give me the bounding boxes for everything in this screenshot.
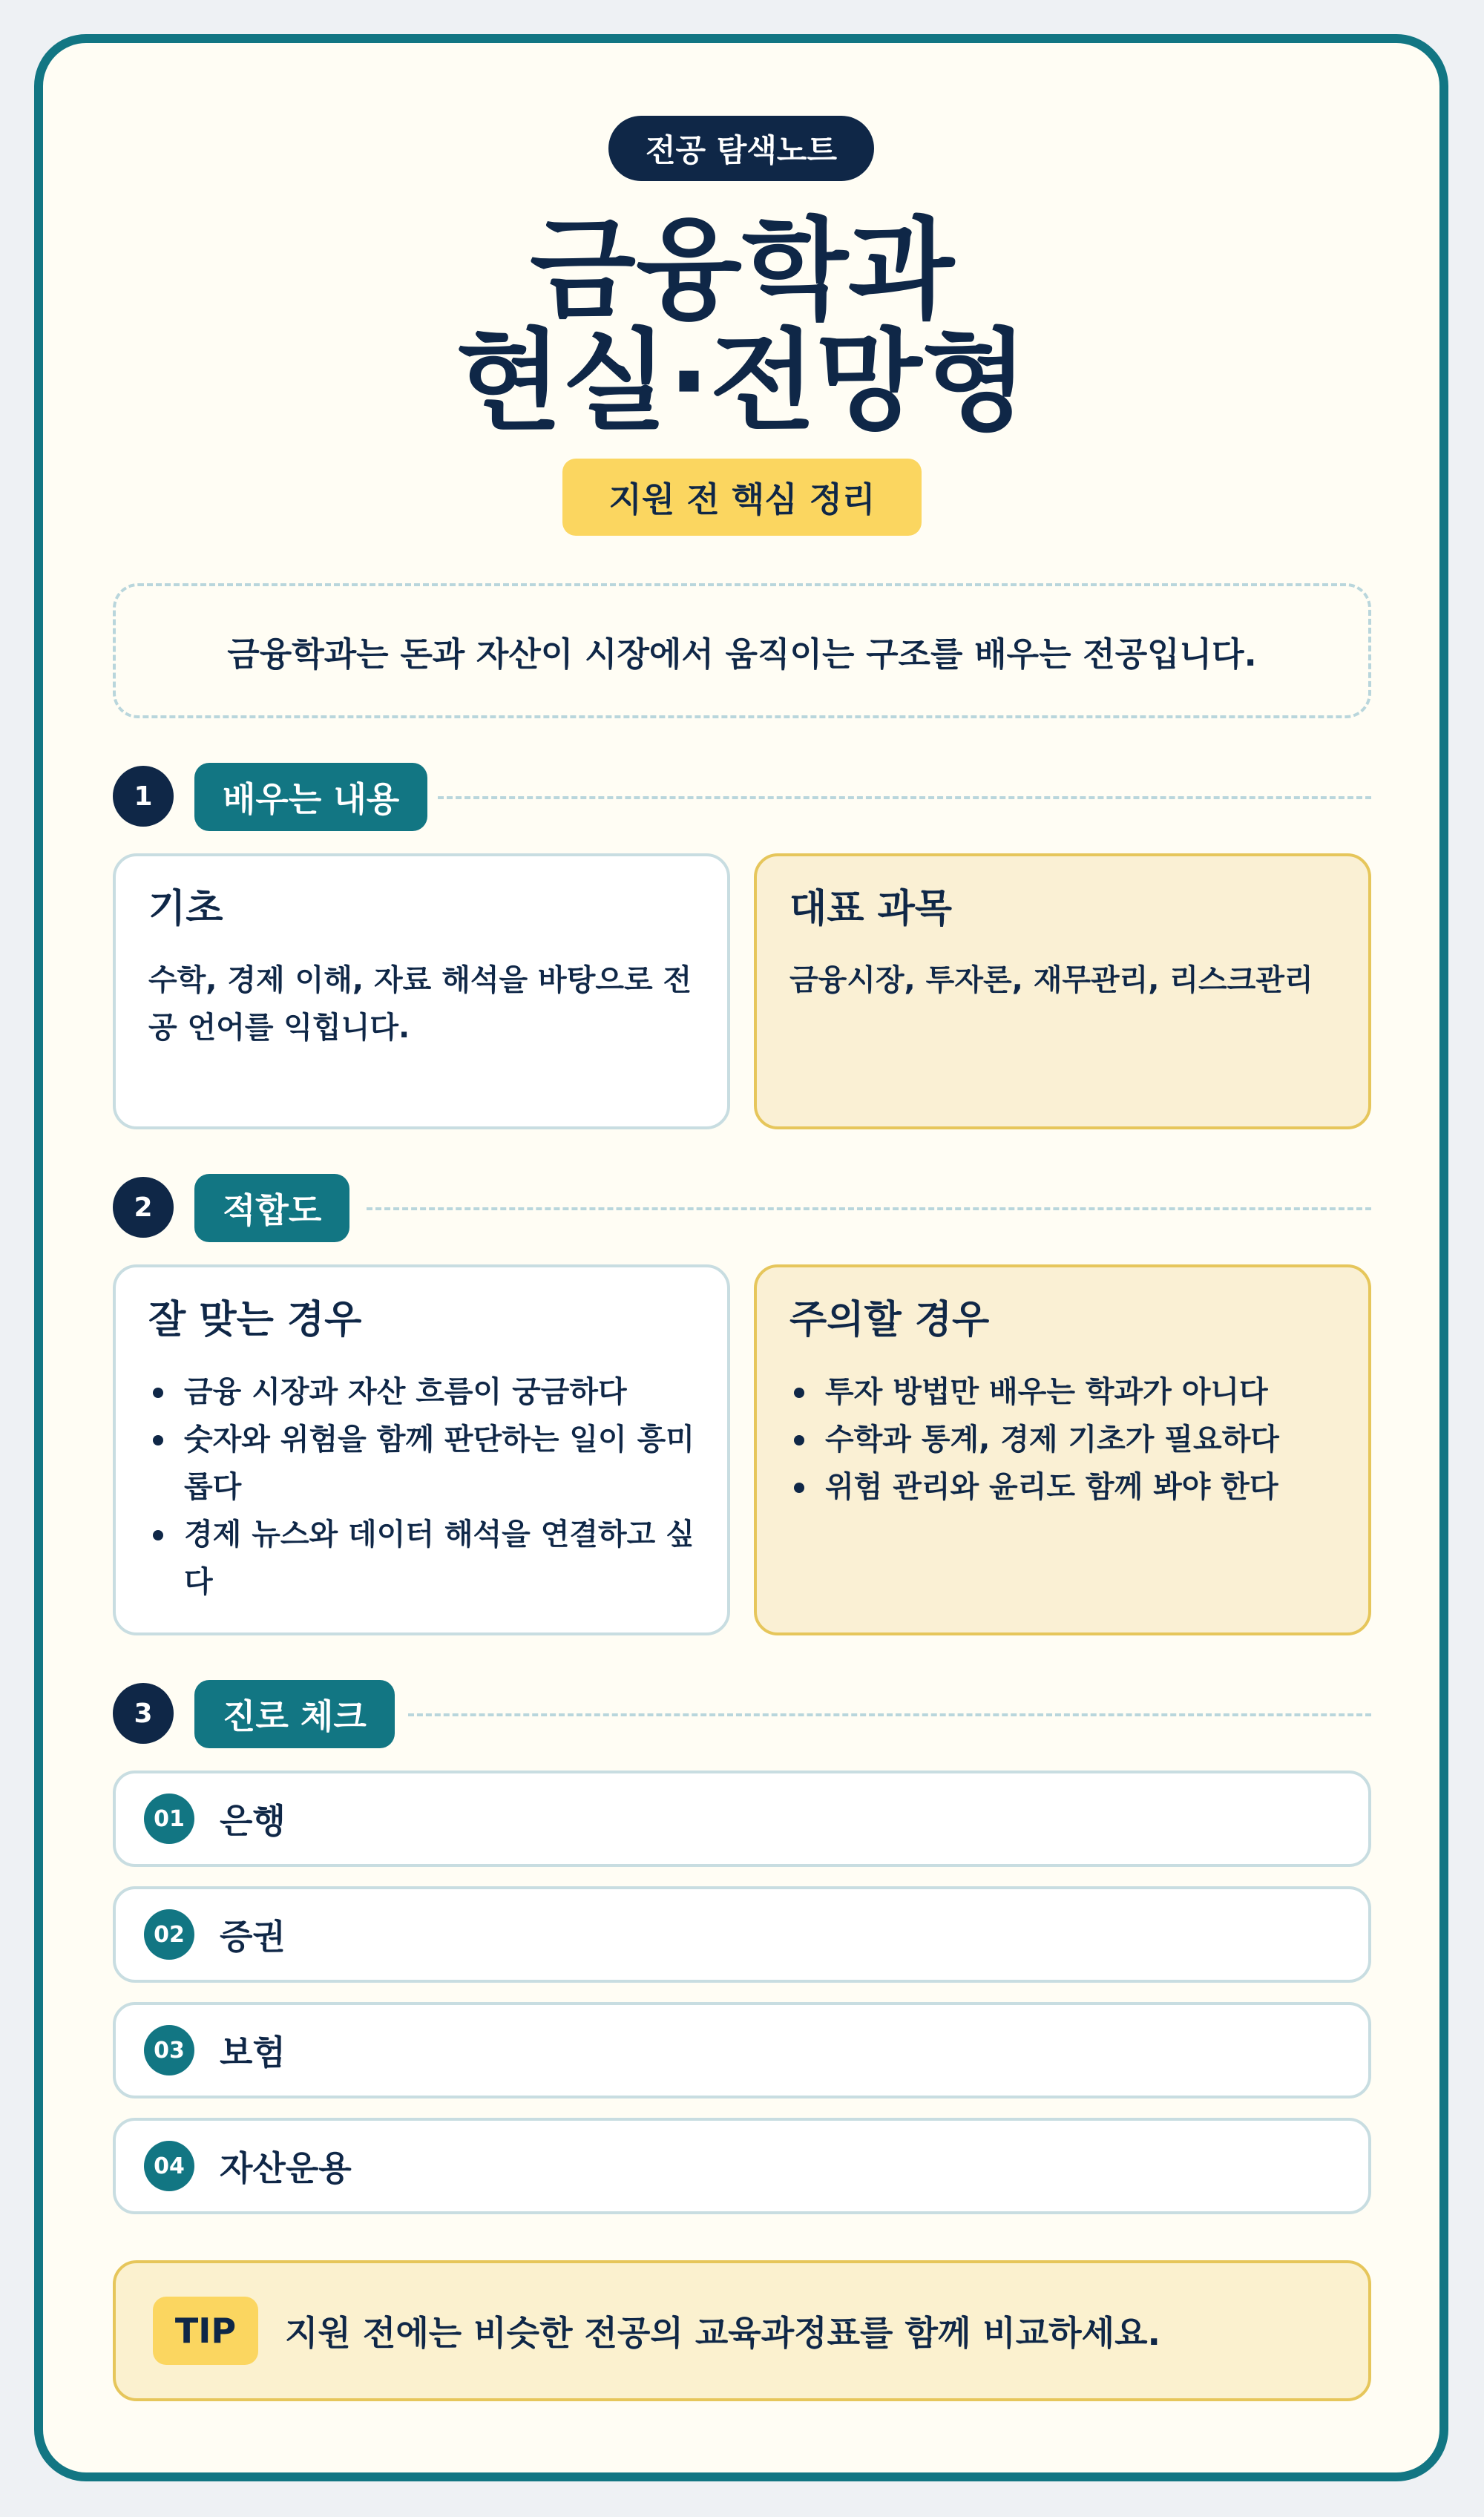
good-fit-box bbox=[113, 1264, 730, 1635]
list-item: 경제 뉴스와 데이터 해석을 연결하고 싶다 bbox=[148, 1511, 695, 1606]
section-1-divider bbox=[438, 796, 1371, 799]
career-number-badge: 03 bbox=[144, 2025, 194, 2075]
learn-basics-text: 수학, 경제 이해, 자료 해석을 바탕으로 전공 언어를 익힙니다. bbox=[148, 963, 692, 1045]
career-number-badge: 04 bbox=[144, 2141, 194, 2191]
tip-box bbox=[113, 2260, 1371, 2401]
intro-text: 금융학과는 돈과 자산이 시장에서 움직이는 구조를 배우는 전공입니다. bbox=[227, 634, 1257, 674]
career-item-bank bbox=[113, 1771, 1371, 1867]
section-2-label: 적합도 bbox=[194, 1174, 349, 1242]
good-fit-title: 잘 맞는 경우 bbox=[148, 1298, 362, 1342]
list-item: 금융 시장과 자산 흐름이 궁금하다 bbox=[148, 1368, 695, 1416]
list-item: 수학과 통계, 경제 기초가 필요하다 bbox=[789, 1416, 1336, 1463]
tip-text: 지원 전에는 비슷한 전공의 교육과정표를 함께 비교하세요. bbox=[285, 2313, 1161, 2353]
representative-courses-title: 대표 과목 bbox=[789, 887, 953, 931]
career-number-badge: 02 bbox=[144, 1909, 194, 1960]
list-item: 위험 관리와 윤리도 함께 봐야 한다 bbox=[789, 1463, 1336, 1511]
list-item: 투자 방법만 배우는 학과가 아니다 bbox=[789, 1368, 1336, 1416]
representative-courses-text: 금융시장, 투자론, 재무관리, 리스크관리 bbox=[789, 963, 1313, 998]
learn-basics-title: 기초 bbox=[148, 887, 223, 931]
caution-box bbox=[754, 1264, 1371, 1635]
section-2-number: 2 bbox=[113, 1177, 174, 1238]
header-badge: 전공 탐색노트 bbox=[608, 116, 874, 181]
section-3-divider bbox=[408, 1713, 1371, 1716]
career-item-insurance bbox=[113, 2002, 1371, 2098]
section-1-number: 1 bbox=[113, 766, 174, 827]
career-number-badge: 01 bbox=[144, 1794, 194, 1844]
good-fit-list bbox=[148, 1368, 695, 1606]
caution-list bbox=[789, 1368, 1336, 1511]
career-label: 은행 bbox=[220, 1801, 286, 1841]
page-title-line2: 현실·전망형 bbox=[456, 318, 1028, 445]
caution-title: 주의할 경우 bbox=[789, 1298, 990, 1342]
section-3-label: 진로 체크 bbox=[194, 1680, 395, 1748]
career-label: 증권 bbox=[220, 1917, 286, 1957]
learn-basics-box bbox=[113, 853, 730, 1129]
career-label: 보험 bbox=[220, 2032, 286, 2073]
career-item-securities bbox=[113, 1886, 1371, 1983]
section-3-number: 3 bbox=[113, 1683, 174, 1744]
intro-box bbox=[113, 583, 1371, 718]
tip-tag: TIP bbox=[153, 2297, 258, 2365]
career-item-asset-management bbox=[113, 2118, 1371, 2214]
page-title-line1: 금융학과 bbox=[530, 206, 954, 334]
career-label: 자산운용 bbox=[220, 2148, 352, 2188]
section-1-label: 배우는 내용 bbox=[194, 763, 427, 831]
subtitle-badge: 지원 전 핵심 정리 bbox=[562, 459, 922, 536]
list-item: 숫자와 위험을 함께 판단하는 일이 흥미롭다 bbox=[148, 1416, 695, 1511]
representative-courses-box bbox=[754, 853, 1371, 1129]
section-2-divider bbox=[367, 1207, 1371, 1210]
